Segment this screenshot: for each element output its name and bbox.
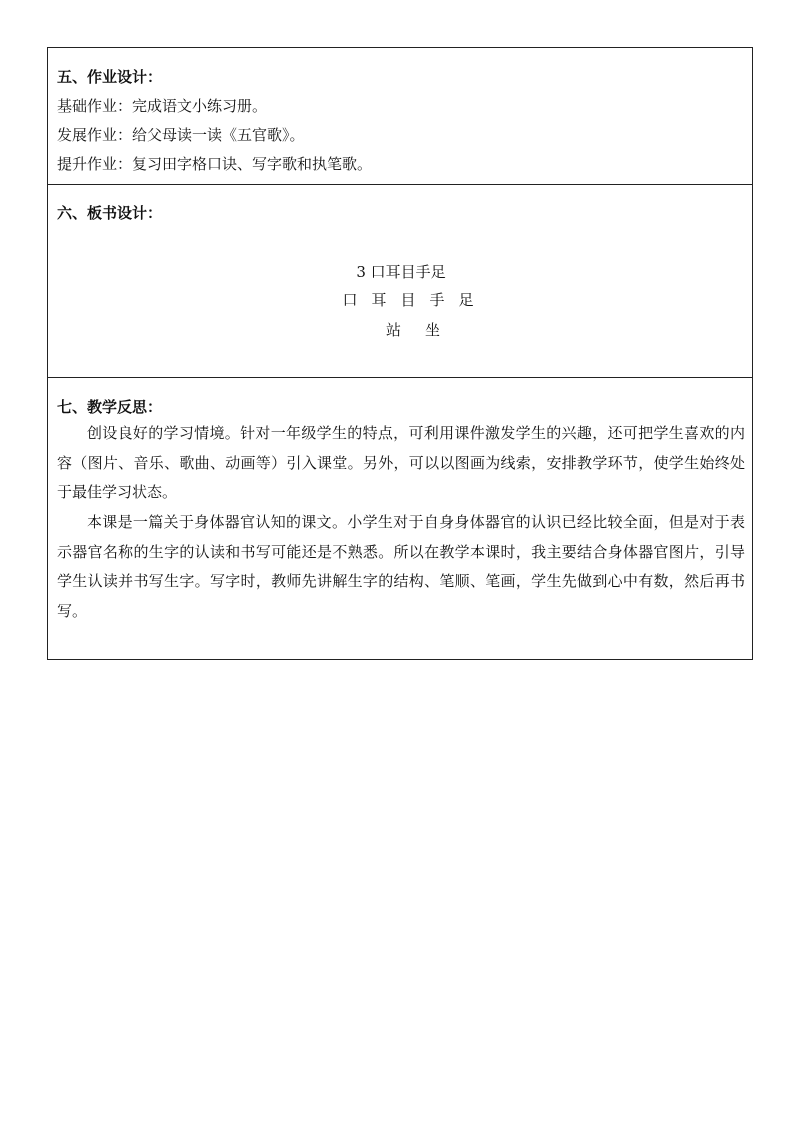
lesson-plan-table bbox=[47, 47, 753, 660]
reflection-heading: 七、教学反思： bbox=[57, 398, 163, 416]
homework-development: 发展作业：给父母读一读《五官歌》。 bbox=[57, 126, 305, 144]
board-title: 3 口耳目手足 bbox=[356, 263, 446, 281]
reflection-section bbox=[48, 377, 752, 659]
board-design-section bbox=[48, 184, 752, 377]
homework-basic: 基础作业：完成语文小练习册。 bbox=[57, 97, 268, 115]
board-row-characters: 口耳目手足 bbox=[342, 291, 488, 309]
board-heading: 六、板书设计： bbox=[57, 204, 163, 222]
reflection-paragraph: 本课是一篇关于身体器官认知的课文。小学生对于自身身体器官的认识已经比较全面，但是对于表示器官名称的生字的认读和书写可能还是不熟悉。所以在教学本课时，我主要结合身体器官图片，引导学生认读并书写生字。写字时，教师先讲解生字的结构、笔顺、笔画，学生先做到心中有数，然后再书写。 bbox=[57, 513, 745, 620]
homework-heading: 五、作业设计： bbox=[57, 68, 163, 86]
homework-section bbox=[48, 48, 752, 184]
reflection-paragraph: 创设良好的学习情境。针对一年级学生的特点，可利用课件激发学生的兴趣，还可把学生喜欢的内容（图片、音乐、歌曲、动画等）引入课堂。另外，可以以图画为线索，安排教学环节，使学生始终处于最佳学习状态。 bbox=[57, 424, 745, 501]
board-row-postures: 站坐 bbox=[385, 321, 464, 339]
homework-advanced: 提升作业：复习田字格口诀、写字歌和执笔歌。 bbox=[57, 155, 373, 173]
